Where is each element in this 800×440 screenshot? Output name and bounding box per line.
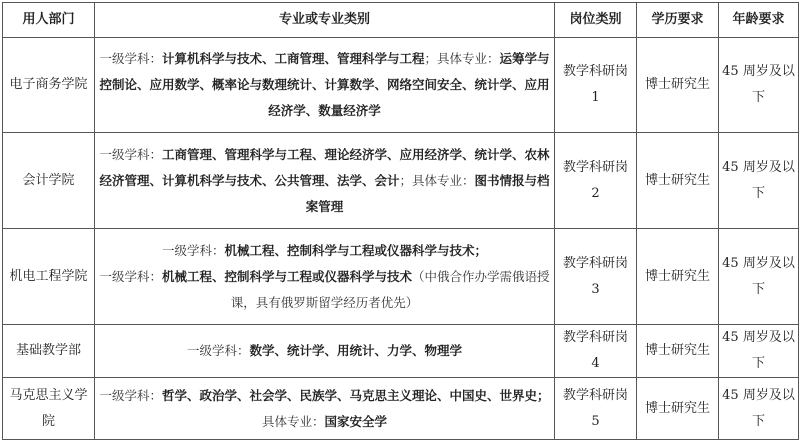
header-degree: 学历要求 <box>637 3 719 38</box>
header-age: 年龄要求 <box>719 3 799 38</box>
major-value: 计算机科学与技术、工商管理、管理科学与工程 <box>161 51 425 66</box>
major-value: 工商管理、管理科学与工程、理论经济学、应用经济学、统计学、农林经济管理、计算机科学与技术、公共管理、法学、会计 <box>99 146 550 188</box>
dept-cell: 基础教学部 <box>3 325 95 378</box>
major-label: 一级学科： <box>186 343 250 358</box>
major-cell <box>95 325 555 378</box>
major-label: 一级学科： <box>99 268 162 284</box>
major-note: （中俄合作办学需俄语授课，具有俄罗斯留学经历者优先） <box>230 268 550 310</box>
major-label: 一级学科： <box>99 146 162 162</box>
major-label: 一级学科： <box>99 387 162 403</box>
major-label: 具体专业： <box>261 413 325 429</box>
degree-cell: 博士研究生 <box>637 38 719 133</box>
header-major: 专业或专业类别 <box>95 3 555 38</box>
age-cell: 45 周岁及以下 <box>719 38 799 133</box>
recruitment-table <box>2 2 799 440</box>
major-value: 机械工程、控制科学与工程或仪器科学与技术 <box>161 268 412 284</box>
age-cell: 45 周岁及以下 <box>719 229 799 325</box>
table-row <box>3 325 799 378</box>
major-label: 一级学科： <box>161 242 225 258</box>
dept-cell: 电子商务学院 <box>3 38 95 133</box>
table-row <box>3 133 799 229</box>
major-line <box>98 264 551 316</box>
major-value: 机械工程、控制科学与工程或仪器科学与技术； <box>224 242 488 258</box>
major-value: 运筹学与控制论、应用数学、概率论与数理统计、计算数学、网络空间安全、统计学、应用经济学、数量经济学 <box>99 51 550 118</box>
major-cell <box>95 38 555 133</box>
position-cell: 教学科研岗 1 <box>555 38 637 133</box>
major-label: ；具体专业： <box>424 51 500 66</box>
degree-cell: 博士研究生 <box>637 229 719 325</box>
table-row <box>3 229 799 325</box>
major-line <box>98 383 551 409</box>
major-line <box>98 238 551 264</box>
age-cell: 45 周岁及以下 <box>719 378 799 440</box>
age-cell: 45 周岁及以下 <box>719 325 799 378</box>
major-label: ；具体专业： <box>399 172 475 188</box>
dept-cell: 马克思主义学院 <box>3 378 95 440</box>
dept-cell: 会计学院 <box>3 133 95 229</box>
position-cell: 教学科研岗 3 <box>555 229 637 325</box>
position-cell: 教学科研岗 4 <box>555 325 637 378</box>
degree-cell: 博士研究生 <box>637 325 719 378</box>
dept-cell: 机电工程学院 <box>3 229 95 325</box>
table-row <box>3 38 799 133</box>
position-cell: 教学科研岗 2 <box>555 133 637 229</box>
major-label: 一级学科： <box>99 51 162 66</box>
header-position: 岗位类别 <box>555 3 637 38</box>
major-value: 哲学、政治学、社会学、民族学、马克思主义理论、中国史、世界史； <box>162 387 550 403</box>
major-value: 数学、统计学、用统计、力学、物理学 <box>249 343 463 358</box>
header-dept: 用人部门 <box>3 3 95 38</box>
table-row <box>3 378 799 440</box>
major-value: 图书情报与档案管理 <box>305 172 550 214</box>
major-cell <box>95 133 555 229</box>
major-cell <box>95 378 555 440</box>
major-value: 国家安全学 <box>324 413 388 429</box>
age-cell: 45 周岁及以下 <box>719 133 799 229</box>
degree-cell: 博士研究生 <box>637 378 719 440</box>
major-cell <box>95 229 555 325</box>
header-row <box>3 3 799 38</box>
degree-cell: 博士研究生 <box>637 133 719 229</box>
position-cell: 教学科研岗 5 <box>555 378 637 440</box>
